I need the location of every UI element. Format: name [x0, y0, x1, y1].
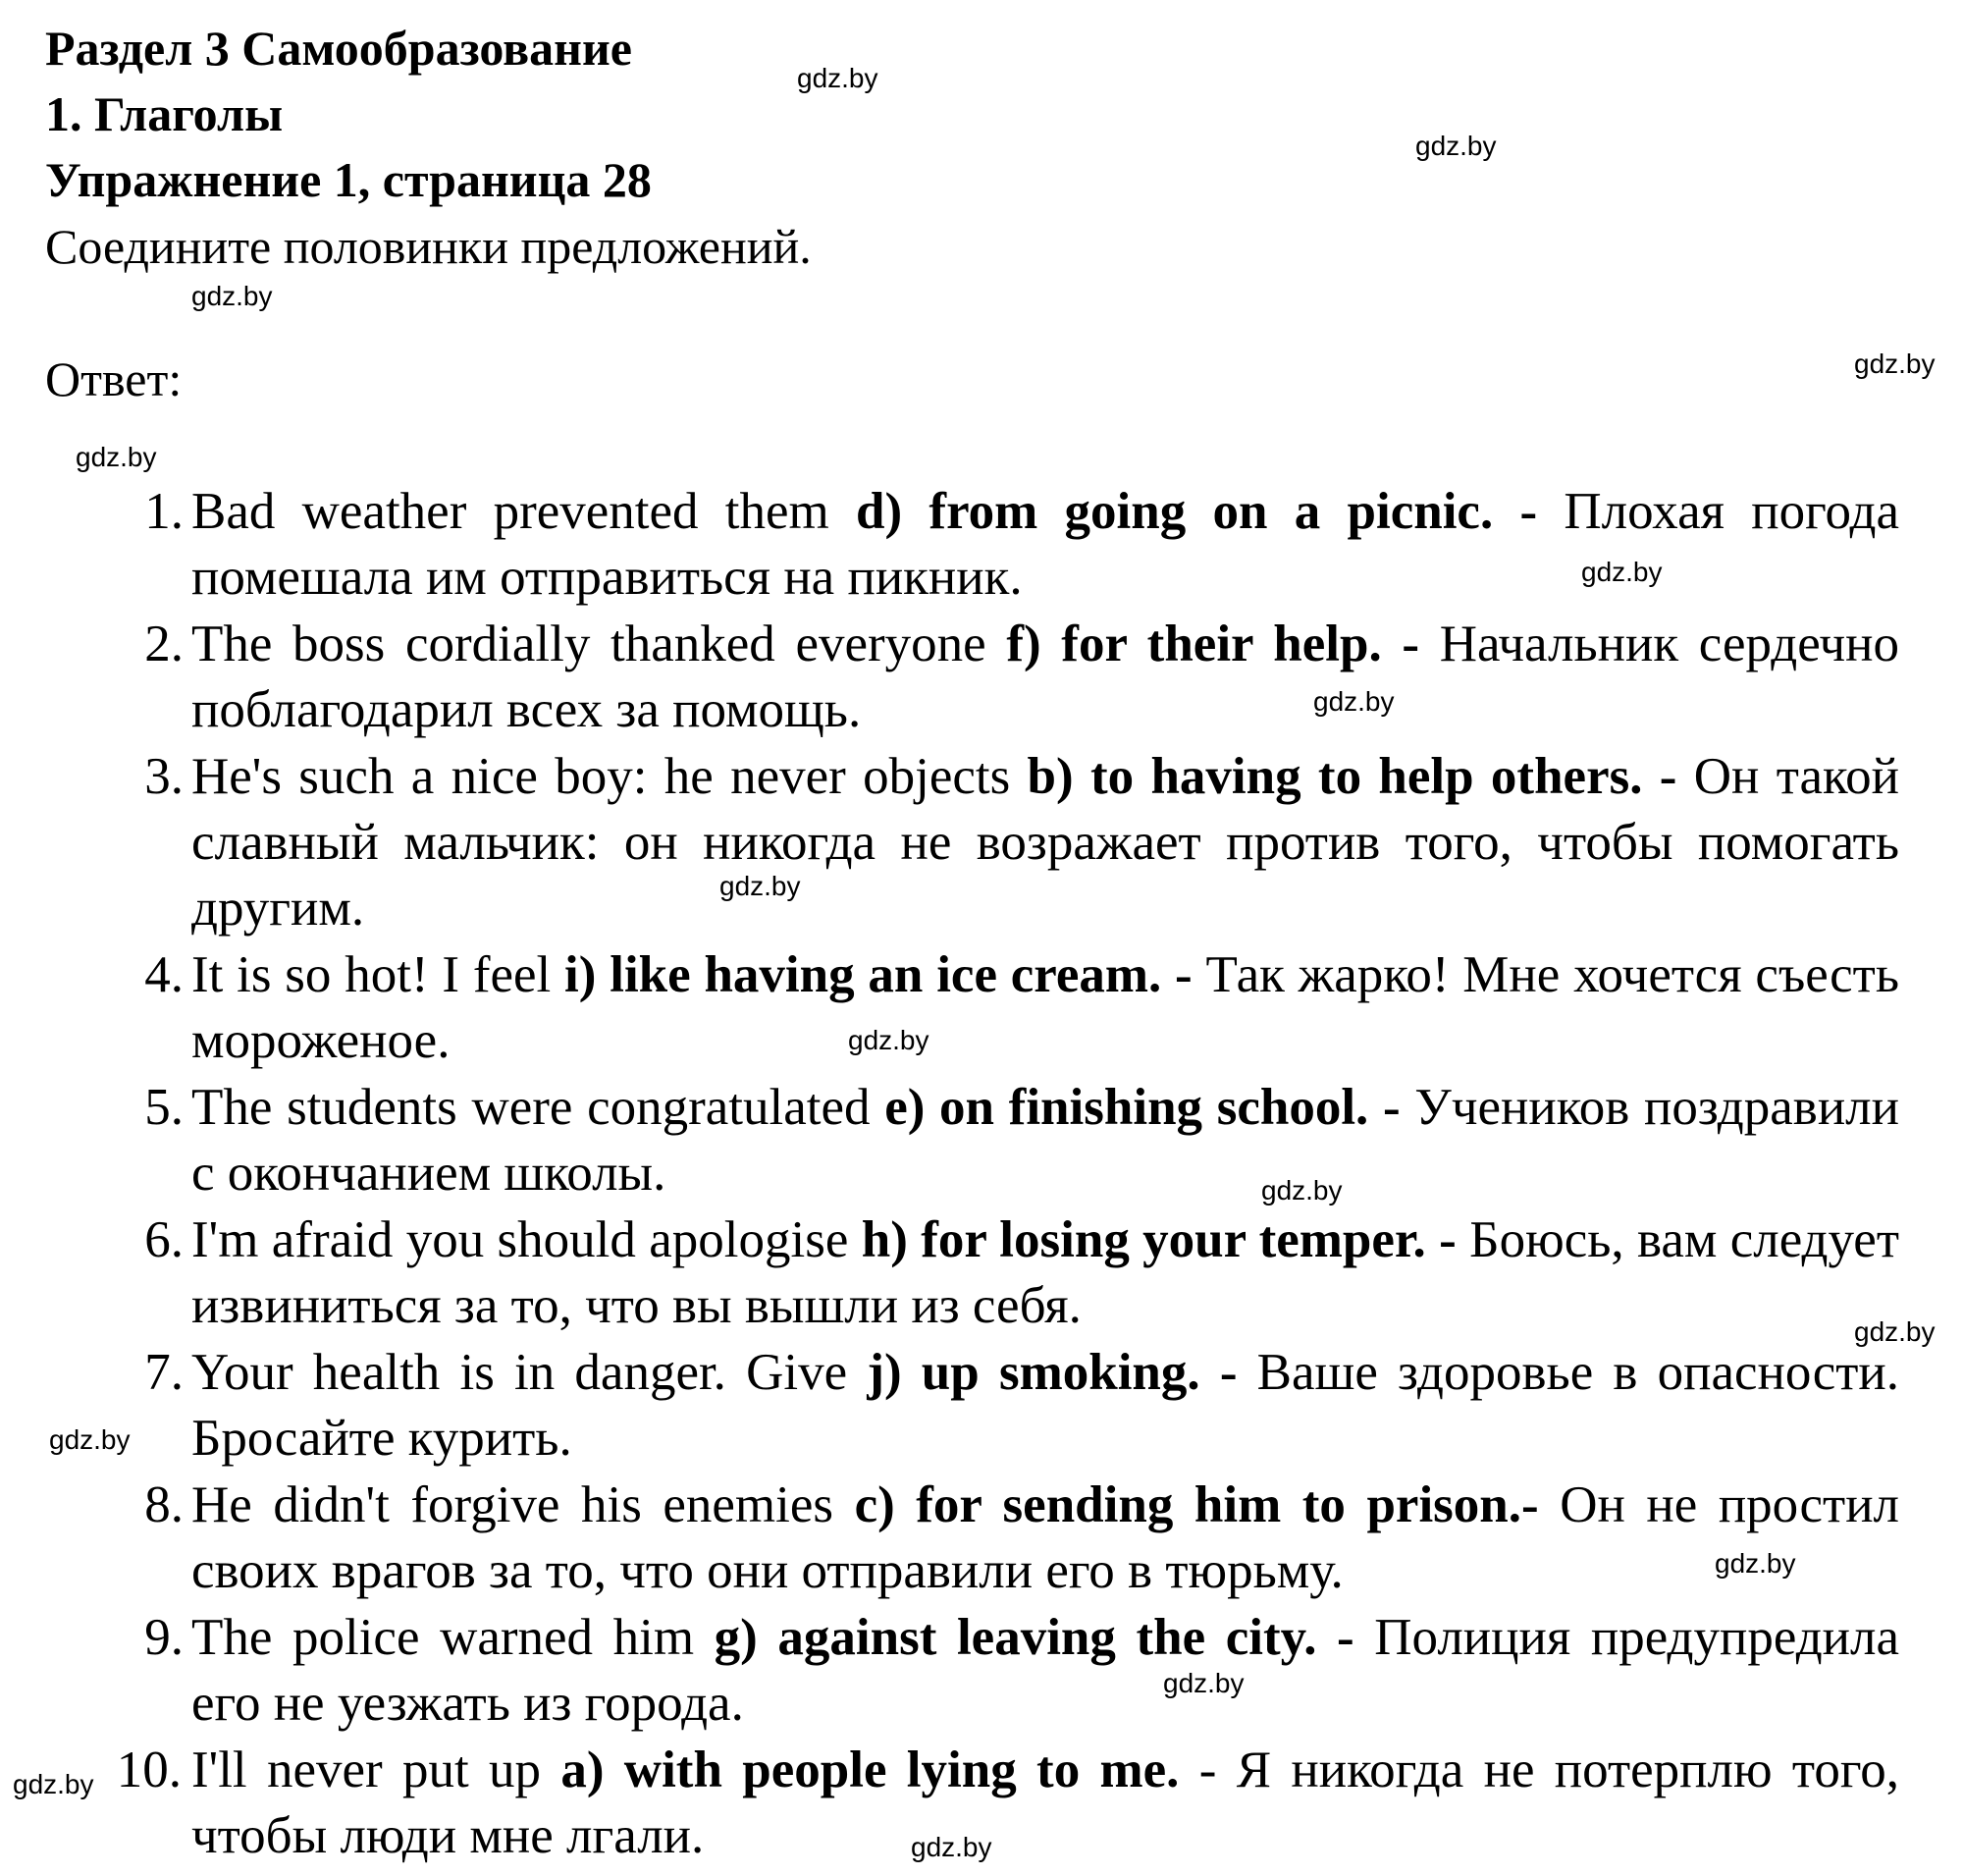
watermark: gdz.by [1854, 348, 1936, 379]
sentence-ending: d) from going on a picnic. - [856, 483, 1538, 540]
translation: Ваше здоровье в опасности. Бросайте курить. [191, 1344, 1899, 1467]
translation: Так жарко! Мне хочется съесть мороженое. [191, 946, 1899, 1069]
sentence-ending: g) against leaving the city. - [714, 1609, 1354, 1666]
watermark: gdz.by [1715, 1548, 1796, 1579]
answer-item-1 [144, 479, 1899, 611]
sentence-start: It is so hot! I feel [191, 946, 565, 1003]
sentence-start: I'll never put up [191, 1742, 561, 1798]
watermark: gdz.by [848, 1025, 929, 1055]
watermark: gdz.by [1261, 1175, 1343, 1206]
answer-number: 4. [144, 946, 184, 1003]
translation: Он такой славный мальчик: он никогда не возражает против того, чтобы помогать другим. [191, 748, 1899, 937]
watermark: gdz.by [1581, 557, 1663, 587]
sentence-ending: f) for their help. - [1006, 616, 1420, 672]
sentence-start: The boss cordially thanked everyone [191, 616, 1007, 672]
instruction-text: Соедините половинки предложений. [45, 219, 812, 274]
answer-number: 9. [144, 1609, 184, 1666]
translation: Полиция предупредила его не уезжать из города. [191, 1609, 1899, 1732]
translation: Учеников поздравили с окончанием школы. [191, 1079, 1899, 1202]
sentence-start: He's such a nice boy: he never objects [191, 748, 1028, 805]
sentence-ending: e) on finishing school. - [884, 1079, 1401, 1136]
answer-item-2 [144, 612, 1899, 743]
sentence-ending: a) with people lying to me. [560, 1742, 1180, 1798]
answer-item-5 [144, 1075, 1899, 1206]
section-title: Раздел 3 Самообразование [45, 21, 632, 76]
answer-item-9 [144, 1605, 1899, 1737]
answer-item-4 [144, 942, 1899, 1074]
watermark: gdz.by [797, 63, 878, 93]
answer-number: 2. [144, 616, 184, 672]
answer-number: 8. [144, 1476, 184, 1533]
answer-number: 1. [144, 483, 184, 540]
sentence-ending: h) for losing your temper. - [861, 1211, 1457, 1268]
watermark: gdz.by [911, 1832, 992, 1862]
sentence-start: Bad weather prevented them [191, 483, 857, 540]
answer-number: 10. [116, 1742, 182, 1798]
watermark: gdz.by [13, 1769, 94, 1799]
answer-item-8 [144, 1473, 1900, 1604]
answer-number: 3. [144, 748, 184, 805]
translation: Начальник сердечно поблагодарил всех за помощь. [191, 616, 1899, 738]
translation: Боюсь, вам следует извиниться за то, что вы вышли из себя. [191, 1211, 1899, 1334]
subsection-title: 1. Глаголы [45, 86, 284, 141]
answer-item-7 [144, 1340, 1899, 1472]
sentence-ending: b) to having to help others. - [1027, 748, 1677, 805]
exercise-title: Упражнение 1, страница 28 [45, 152, 652, 207]
sentence-start: The police warned him [191, 1609, 715, 1666]
watermark: gdz.by [191, 281, 273, 311]
sentence-start: I'm afraid you should apologise [191, 1211, 862, 1268]
watermark: gdz.by [719, 871, 801, 901]
answer-item-10 [116, 1738, 1899, 1869]
watermark: gdz.by [76, 442, 157, 472]
translation: Плохая погода помешала им отправиться на пикник. [191, 483, 1899, 606]
answer-number: 6. [144, 1211, 184, 1268]
watermark: gdz.by [49, 1424, 131, 1455]
answer-item-6 [144, 1207, 1899, 1339]
sentence-ending: j) up smoking. - [867, 1344, 1238, 1401]
answer-item-3 [144, 744, 1899, 941]
watermark: gdz.by [1313, 686, 1395, 717]
translation: Он не простил своих врагов за то, что они отправили его в тюрьму. [191, 1476, 1900, 1599]
sentence-start: He didn't forgive his enemies [191, 1476, 855, 1533]
translation: - Я никогда не потерплю того, чтобы люди мне лгали. [191, 1742, 1899, 1864]
answer-label: Ответ: [45, 351, 183, 406]
sentence-ending: c) for sending him to prison.- [854, 1476, 1539, 1533]
watermark: gdz.by [1854, 1316, 1936, 1347]
sentence-start: The students were congratulated [191, 1079, 885, 1136]
watermark: gdz.by [1415, 131, 1497, 161]
sentence-ending: i) like having an ice cream. - [564, 946, 1193, 1003]
sentence-start: Your health is in danger. Give [191, 1344, 868, 1401]
answer-number: 5. [144, 1079, 184, 1136]
watermark: gdz.by [1163, 1668, 1245, 1698]
answer-number: 7. [144, 1344, 184, 1401]
